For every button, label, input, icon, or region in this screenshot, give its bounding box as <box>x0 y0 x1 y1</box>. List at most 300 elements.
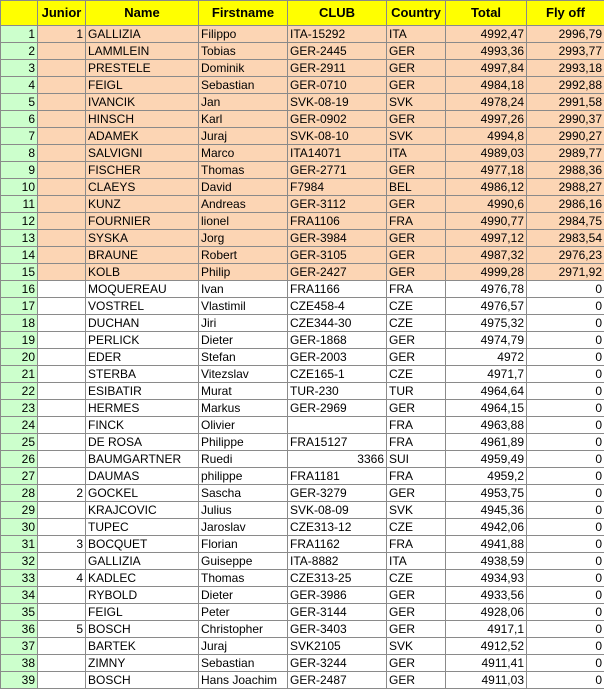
junior-cell <box>38 434 86 451</box>
junior-cell <box>38 315 86 332</box>
name-cell: FEIGL <box>86 77 199 94</box>
club-cell: GER-2445 <box>288 43 387 60</box>
rank-cell: 28 <box>1 485 38 502</box>
club-cell: GER-3105 <box>288 247 387 264</box>
country-cell: GER <box>387 162 446 179</box>
country-cell: FRA <box>387 468 446 485</box>
table-row <box>1 179 604 196</box>
fly-off-cell: 0 <box>527 417 604 434</box>
fly-off-cell: 0 <box>527 638 604 655</box>
header-name: Name <box>86 1 199 26</box>
country-cell: TUR <box>387 383 446 400</box>
rank-cell: 33 <box>1 570 38 587</box>
country-cell: FRA <box>387 281 446 298</box>
total-cell: 4990,77 <box>446 213 527 230</box>
country-cell: GER <box>387 230 446 247</box>
club-cell: GER-3986 <box>288 587 387 604</box>
club-cell: F7984 <box>288 179 387 196</box>
junior-cell <box>38 111 86 128</box>
table-row <box>1 451 604 468</box>
firstname-cell: Dieter <box>199 332 288 349</box>
total-cell: 4912,52 <box>446 638 527 655</box>
header-firstname: Firstname <box>199 1 288 26</box>
name-cell: BARTEK <box>86 638 199 655</box>
country-cell: GER <box>387 111 446 128</box>
rank-cell: 13 <box>1 230 38 247</box>
junior-cell <box>38 672 86 689</box>
club-cell: GER-3403 <box>288 621 387 638</box>
country-cell: CZE <box>387 315 446 332</box>
junior-cell <box>38 417 86 434</box>
rank-cell: 19 <box>1 332 38 349</box>
name-cell: BOCQUET <box>86 536 199 553</box>
rank-cell: 15 <box>1 264 38 281</box>
country-cell: GER <box>387 485 446 502</box>
rank-cell: 10 <box>1 179 38 196</box>
firstname-cell: Philip <box>199 264 288 281</box>
rank-cell: 14 <box>1 247 38 264</box>
fly-off-cell: 0 <box>527 502 604 519</box>
club-cell: GER-3984 <box>288 230 387 247</box>
junior-cell <box>38 94 86 111</box>
total-cell: 4976,57 <box>446 298 527 315</box>
country-cell: GER <box>387 349 446 366</box>
rank-cell: 8 <box>1 145 38 162</box>
country-cell: GER <box>387 400 446 417</box>
club-cell: SVK-08-19 <box>288 94 387 111</box>
firstname-cell: Marco <box>199 145 288 162</box>
country-cell: SVK <box>387 94 446 111</box>
firstname-cell: Filippo <box>199 26 288 43</box>
firstname-cell: Sebastian <box>199 655 288 672</box>
table-row <box>1 672 604 689</box>
firstname-cell: Christopher <box>199 621 288 638</box>
table-row <box>1 621 604 638</box>
fly-off-cell: 0 <box>527 553 604 570</box>
club-cell <box>288 417 387 434</box>
firstname-cell: Dominik <box>199 60 288 77</box>
club-cell: CZE313-25 <box>288 570 387 587</box>
total-cell: 4993,36 <box>446 43 527 60</box>
rank-cell: 5 <box>1 94 38 111</box>
firstname-cell: Karl <box>199 111 288 128</box>
firstname-cell: lionel <box>199 213 288 230</box>
table-row <box>1 145 604 162</box>
country-cell: GER <box>387 264 446 281</box>
rank-cell: 35 <box>1 604 38 621</box>
country-cell: SVK <box>387 128 446 145</box>
firstname-cell: Julius <box>199 502 288 519</box>
name-cell: MOQUEREAU <box>86 281 199 298</box>
table-row <box>1 315 604 332</box>
club-cell: CZE313-12 <box>288 519 387 536</box>
table-row <box>1 519 604 536</box>
name-cell: GOCKEL <box>86 485 199 502</box>
firstname-cell: Stefan <box>199 349 288 366</box>
table-row <box>1 230 604 247</box>
name-cell: PRESTELE <box>86 60 199 77</box>
country-cell: SUI <box>387 451 446 468</box>
club-cell: CZE344-30 <box>288 315 387 332</box>
club-cell: GER-2771 <box>288 162 387 179</box>
junior-cell <box>38 145 86 162</box>
fly-off-cell: 0 <box>527 451 604 468</box>
table-row <box>1 264 604 281</box>
rank-cell: 18 <box>1 315 38 332</box>
club-cell: FRA1166 <box>288 281 387 298</box>
name-cell: BAUMGARTNER <box>86 451 199 468</box>
country-cell: GER <box>387 77 446 94</box>
total-cell: 4941,88 <box>446 536 527 553</box>
table-row <box>1 111 604 128</box>
table-row <box>1 128 604 145</box>
junior-cell <box>38 451 86 468</box>
table-row <box>1 332 604 349</box>
total-cell: 4963,88 <box>446 417 527 434</box>
firstname-cell: Murat <box>199 383 288 400</box>
firstname-cell: Ivan <box>199 281 288 298</box>
junior-cell <box>38 604 86 621</box>
country-cell: ITA <box>387 26 446 43</box>
junior-cell: 1 <box>38 26 86 43</box>
club-cell: GER-2487 <box>288 672 387 689</box>
rank-cell: 4 <box>1 77 38 94</box>
rank-cell: 26 <box>1 451 38 468</box>
rank-cell: 31 <box>1 536 38 553</box>
country-cell: GER <box>387 196 446 213</box>
junior-cell <box>38 332 86 349</box>
fly-off-cell: 0 <box>527 519 604 536</box>
fly-off-cell: 2991,58 <box>527 94 604 111</box>
rank-cell: 38 <box>1 655 38 672</box>
table-row <box>1 77 604 94</box>
rank-cell: 2 <box>1 43 38 60</box>
fly-off-cell: 0 <box>527 383 604 400</box>
fly-off-cell: 2989,77 <box>527 145 604 162</box>
table-row <box>1 26 604 43</box>
club-cell: CZE165-1 <box>288 366 387 383</box>
name-cell: STERBA <box>86 366 199 383</box>
fly-off-cell: 0 <box>527 655 604 672</box>
total-cell: 4990,6 <box>446 196 527 213</box>
country-cell: GER <box>387 621 446 638</box>
rank-cell: 36 <box>1 621 38 638</box>
firstname-cell: Robert <box>199 247 288 264</box>
junior-cell <box>38 60 86 77</box>
rank-cell: 6 <box>1 111 38 128</box>
rank-cell: 1 <box>1 26 38 43</box>
club-cell: CZE458-4 <box>288 298 387 315</box>
fly-off-cell: 0 <box>527 604 604 621</box>
rank-cell: 23 <box>1 400 38 417</box>
fly-off-cell: 2992,88 <box>527 77 604 94</box>
table-row <box>1 655 604 672</box>
rank-cell: 30 <box>1 519 38 536</box>
name-cell: IVANCIK <box>86 94 199 111</box>
junior-cell <box>38 298 86 315</box>
fly-off-cell: 0 <box>527 349 604 366</box>
rank-cell: 24 <box>1 417 38 434</box>
country-cell: FRA <box>387 434 446 451</box>
club-cell: FRA15127 <box>288 434 387 451</box>
total-cell: 4933,56 <box>446 587 527 604</box>
junior-cell <box>38 230 86 247</box>
firstname-cell: Peter <box>199 604 288 621</box>
total-cell: 4986,12 <box>446 179 527 196</box>
total-cell: 4989,03 <box>446 145 527 162</box>
club-cell: FRA1162 <box>288 536 387 553</box>
total-cell: 4934,93 <box>446 570 527 587</box>
fly-off-cell: 2990,27 <box>527 128 604 145</box>
table-row <box>1 366 604 383</box>
fly-off-cell: 2990,37 <box>527 111 604 128</box>
firstname-cell: Juraj <box>199 638 288 655</box>
name-cell: DAUMAS <box>86 468 199 485</box>
table-row <box>1 94 604 111</box>
fly-off-cell: 0 <box>527 366 604 383</box>
total-cell: 4997,12 <box>446 230 527 247</box>
name-cell: LAMMLEIN <box>86 43 199 60</box>
club-cell: GER-3279 <box>288 485 387 502</box>
total-cell: 4964,64 <box>446 383 527 400</box>
club-cell: GER-3244 <box>288 655 387 672</box>
header-club: CLUB <box>288 1 387 26</box>
header-fly-off: Fly off <box>527 1 604 26</box>
country-cell: GER <box>387 672 446 689</box>
table-row <box>1 553 604 570</box>
name-cell: ADAMEK <box>86 128 199 145</box>
fly-off-cell: 0 <box>527 587 604 604</box>
table-row <box>1 417 604 434</box>
table-row <box>1 298 604 315</box>
club-cell: ITA-15292 <box>288 26 387 43</box>
rank-cell: 32 <box>1 553 38 570</box>
firstname-cell: Olivier <box>199 417 288 434</box>
junior-cell <box>38 264 86 281</box>
junior-cell <box>38 366 86 383</box>
club-cell: TUR-230 <box>288 383 387 400</box>
name-cell: KADLEC <box>86 570 199 587</box>
table-row <box>1 587 604 604</box>
fly-off-cell: 2988,36 <box>527 162 604 179</box>
junior-cell <box>38 553 86 570</box>
country-cell: BEL <box>387 179 446 196</box>
table-row <box>1 570 604 587</box>
country-cell: GER <box>387 60 446 77</box>
fly-off-cell: 0 <box>527 298 604 315</box>
club-cell: FRA1181 <box>288 468 387 485</box>
table-row <box>1 638 604 655</box>
name-cell: HINSCH <box>86 111 199 128</box>
rank-cell: 17 <box>1 298 38 315</box>
name-cell: FEIGL <box>86 604 199 621</box>
country-cell: GER <box>387 43 446 60</box>
country-cell: FRA <box>387 417 446 434</box>
header-total: Total <box>446 1 527 26</box>
name-cell: DE ROSA <box>86 434 199 451</box>
total-cell: 4976,78 <box>446 281 527 298</box>
table-row <box>1 60 604 77</box>
junior-cell <box>38 128 86 145</box>
name-cell: FISCHER <box>86 162 199 179</box>
country-cell: CZE <box>387 519 446 536</box>
firstname-cell: Sebastian <box>199 77 288 94</box>
country-cell: GER <box>387 247 446 264</box>
total-cell: 4911,03 <box>446 672 527 689</box>
junior-cell <box>38 162 86 179</box>
total-cell: 4911,41 <box>446 655 527 672</box>
table-row <box>1 43 604 60</box>
table-row <box>1 349 604 366</box>
junior-cell <box>38 213 86 230</box>
fly-off-cell: 2993,18 <box>527 60 604 77</box>
country-cell: SVK <box>387 638 446 655</box>
club-cell: GER-2969 <box>288 400 387 417</box>
fly-off-cell: 2984,75 <box>527 213 604 230</box>
name-cell: SALVIGNI <box>86 145 199 162</box>
name-cell: EDER <box>86 349 199 366</box>
name-cell: BOSCH <box>86 672 199 689</box>
junior-cell <box>38 383 86 400</box>
rank-cell: 12 <box>1 213 38 230</box>
rank-cell: 3 <box>1 60 38 77</box>
fly-off-cell: 2988,27 <box>527 179 604 196</box>
rank-cell: 27 <box>1 468 38 485</box>
name-cell: FOURNIER <box>86 213 199 230</box>
name-cell: KUNZ <box>86 196 199 213</box>
header-junior: Junior <box>38 1 86 26</box>
fly-off-cell: 0 <box>527 621 604 638</box>
firstname-cell: Ruedi <box>199 451 288 468</box>
firstname-cell: philippe <box>199 468 288 485</box>
rank-cell: 39 <box>1 672 38 689</box>
junior-cell <box>38 196 86 213</box>
fly-off-cell: 0 <box>527 281 604 298</box>
name-cell: GALLIZIA <box>86 553 199 570</box>
total-cell: 4987,32 <box>446 247 527 264</box>
club-cell: GER-1868 <box>288 332 387 349</box>
rank-cell: 29 <box>1 502 38 519</box>
junior-cell <box>38 43 86 60</box>
firstname-cell: Vitezslav <box>199 366 288 383</box>
club-cell: GER-0902 <box>288 111 387 128</box>
club-cell: SVK-08-10 <box>288 128 387 145</box>
club-cell: GER-2427 <box>288 264 387 281</box>
junior-cell <box>38 519 86 536</box>
fly-off-cell: 2986,16 <box>527 196 604 213</box>
rank-cell: 16 <box>1 281 38 298</box>
total-cell: 4984,18 <box>446 77 527 94</box>
country-cell: CZE <box>387 570 446 587</box>
country-cell: SVK <box>387 502 446 519</box>
firstname-cell: Thomas <box>199 162 288 179</box>
fly-off-cell: 2971,92 <box>527 264 604 281</box>
junior-cell <box>38 400 86 417</box>
firstname-cell: Sascha <box>199 485 288 502</box>
junior-cell <box>38 638 86 655</box>
firstname-cell: Markus <box>199 400 288 417</box>
total-cell: 4945,36 <box>446 502 527 519</box>
firstname-cell: Jaroslav <box>199 519 288 536</box>
fly-off-cell: 0 <box>527 468 604 485</box>
club-cell: GER-3112 <box>288 196 387 213</box>
total-cell: 4972 <box>446 349 527 366</box>
rank-cell: 9 <box>1 162 38 179</box>
fly-off-cell: 0 <box>527 332 604 349</box>
name-cell: DUCHAN <box>86 315 199 332</box>
club-cell: GER-3144 <box>288 604 387 621</box>
fly-off-cell: 0 <box>527 672 604 689</box>
junior-cell: 3 <box>38 536 86 553</box>
country-cell: ITA <box>387 145 446 162</box>
name-cell: BOSCH <box>86 621 199 638</box>
name-cell: HERMES <box>86 400 199 417</box>
total-cell: 4992,47 <box>446 26 527 43</box>
club-cell: SVK-08-09 <box>288 502 387 519</box>
country-cell: GER <box>387 332 446 349</box>
table-row <box>1 247 604 264</box>
name-cell: ZIMNY <box>86 655 199 672</box>
country-cell: GER <box>387 604 446 621</box>
name-cell: BRAUNE <box>86 247 199 264</box>
junior-cell <box>38 247 86 264</box>
total-cell: 4978,24 <box>446 94 527 111</box>
header-rank <box>1 1 38 26</box>
rank-cell: 7 <box>1 128 38 145</box>
table-row <box>1 536 604 553</box>
junior-cell: 5 <box>38 621 86 638</box>
firstname-cell: Thomas <box>199 570 288 587</box>
name-cell: RYBOLD <box>86 587 199 604</box>
firstname-cell: Vlastimil <box>199 298 288 315</box>
junior-cell <box>38 179 86 196</box>
name-cell: GALLIZIA <box>86 26 199 43</box>
junior-cell <box>38 349 86 366</box>
rank-cell: 11 <box>1 196 38 213</box>
table-row <box>1 502 604 519</box>
firstname-cell: Hans Joachim <box>199 672 288 689</box>
name-cell: KOLB <box>86 264 199 281</box>
table-row <box>1 196 604 213</box>
firstname-cell: Tobias <box>199 43 288 60</box>
name-cell: SYSKA <box>86 230 199 247</box>
total-cell: 4974,79 <box>446 332 527 349</box>
fly-off-cell: 2993,77 <box>527 43 604 60</box>
total-cell: 4999,28 <box>446 264 527 281</box>
club-cell: ITA14071 <box>288 145 387 162</box>
name-cell: FINCK <box>86 417 199 434</box>
total-cell: 4975,32 <box>446 315 527 332</box>
club-cell: SVK2105 <box>288 638 387 655</box>
junior-cell <box>38 655 86 672</box>
rank-cell: 21 <box>1 366 38 383</box>
firstname-cell: Andreas <box>199 196 288 213</box>
table-row <box>1 400 604 417</box>
table-row <box>1 485 604 502</box>
club-cell: ITA-8882 <box>288 553 387 570</box>
total-cell: 4997,26 <box>446 111 527 128</box>
table-row <box>1 434 604 451</box>
firstname-cell: Jorg <box>199 230 288 247</box>
total-cell: 4928,06 <box>446 604 527 621</box>
total-cell: 4917,1 <box>446 621 527 638</box>
country-cell: CZE <box>387 298 446 315</box>
total-cell: 4959,49 <box>446 451 527 468</box>
junior-cell <box>38 587 86 604</box>
club-cell: GER-2911 <box>288 60 387 77</box>
fly-off-cell: 0 <box>527 485 604 502</box>
total-cell: 4942,06 <box>446 519 527 536</box>
